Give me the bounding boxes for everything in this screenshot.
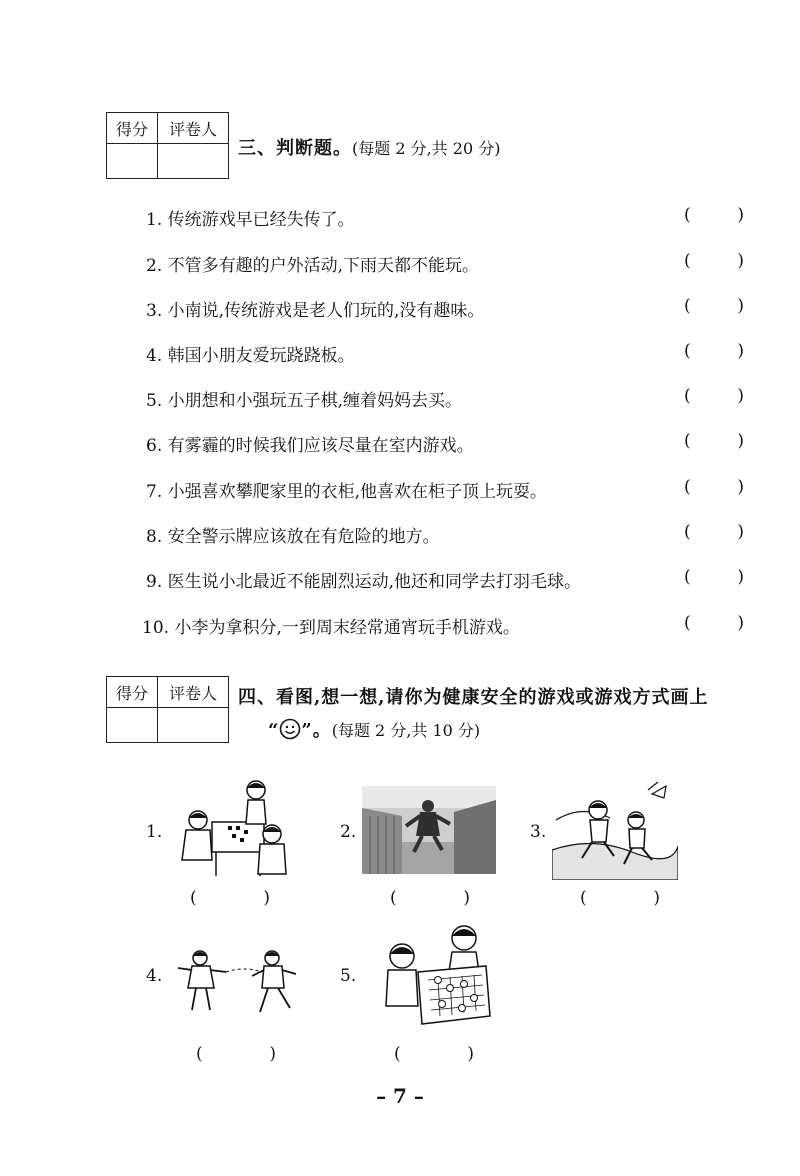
question-text: 6. 有雾霾的时候我们应该尽量在室内游戏。 <box>146 436 474 456</box>
score-cell[interactable] <box>107 144 158 179</box>
paren-close: ) <box>737 386 744 406</box>
grader-cell[interactable] <box>158 144 229 179</box>
paren-open: ( <box>684 386 691 406</box>
grader-label: 评卷人 <box>158 677 229 708</box>
children-playing-chess-icon <box>176 776 294 886</box>
section3-note: (每题 2 分,共 20 分) <box>352 139 501 158</box>
paren-open: ( <box>684 205 691 225</box>
answer-paren-2[interactable]: ( ) <box>390 888 470 908</box>
question-text: 5. 小朋想和小强玩五子棋,缠着妈妈去买。 <box>146 391 463 411</box>
picture-number: 4. <box>146 966 163 986</box>
picture-number: 1. <box>146 822 163 842</box>
picture-number: 5. <box>340 966 357 986</box>
children-running-outdoors-icon <box>552 780 678 884</box>
paren-open: ( <box>684 341 691 361</box>
question-text: 4. 韩国小朋友爱玩跷跷板。 <box>146 346 355 366</box>
score-box-section3 <box>106 112 229 179</box>
paren-open: ( <box>684 477 691 497</box>
smiley-face-icon <box>279 718 301 740</box>
paren-open: ( <box>684 296 691 316</box>
section3-title: 三、判断题。 <box>238 138 352 159</box>
answer-paren-5[interactable]: ( ) <box>394 1044 474 1064</box>
grader-label: 评卷人 <box>158 113 229 144</box>
section3-heading <box>238 134 500 160</box>
question-text: 9. 医生说小北最近不能剧烈运动,他还和同学去打羽毛球。 <box>146 572 582 592</box>
section4-title: 四、看图,想一想,请你为健康安全的游戏或游戏方式画上 <box>238 687 709 708</box>
paren-close: ) <box>737 613 744 633</box>
section4-subheading <box>268 716 480 742</box>
answer-paren[interactable] <box>684 205 744 225</box>
question-text: 1. 传统游戏早已经失传了。 <box>146 210 355 230</box>
paren-close: ) <box>737 341 744 361</box>
answer-paren[interactable] <box>684 386 744 406</box>
answer-paren-1[interactable]: ( ) <box>190 888 270 908</box>
paren-open: ( <box>684 431 691 451</box>
answer-paren[interactable] <box>684 251 744 271</box>
answer-paren[interactable] <box>684 613 744 633</box>
children-throwing-icon <box>172 944 312 1024</box>
score-cell[interactable] <box>107 708 158 743</box>
picture-number: 2. <box>340 822 357 842</box>
boys-playing-chinese-chess-icon <box>378 920 494 1034</box>
paren-close: ) <box>737 251 744 271</box>
paren-open: ( <box>684 522 691 542</box>
question-text: 8. 安全警示牌应该放在有危险的地方。 <box>146 527 440 547</box>
answer-paren[interactable] <box>684 567 744 587</box>
answer-paren[interactable] <box>684 341 744 361</box>
question-text: 10. 小李为拿积分,一到周末经常通宵玩手机游戏。 <box>142 618 520 638</box>
paren-close: ) <box>737 567 744 587</box>
question-text: 7. 小强喜欢攀爬家里的衣柜,他喜欢在柜子顶上玩耍。 <box>146 482 548 502</box>
paren-close: ) <box>737 477 744 497</box>
climbing-wall-photo-icon <box>362 786 496 878</box>
picture-number: 3. <box>530 822 547 842</box>
question-text: 3. 小南说,传统游戏是老人们玩的,没有趣味。 <box>146 301 485 321</box>
page-number: – 7 – <box>376 1084 424 1108</box>
score-label: 得分 <box>107 677 158 708</box>
question-text: 2. 不管多有趣的户外活动,下雨天都不能玩。 <box>146 256 480 276</box>
answer-paren-3[interactable]: ( ) <box>580 888 660 908</box>
answer-paren-4[interactable]: ( ) <box>196 1044 276 1064</box>
answer-paren[interactable] <box>684 296 744 316</box>
quote-close: ”。 <box>301 720 332 741</box>
answer-paren[interactable] <box>684 431 744 451</box>
quote-open: “ <box>268 720 280 741</box>
grader-cell[interactable] <box>158 708 229 743</box>
section4-note: (每题 2 分,共 10 分) <box>331 721 481 740</box>
paren-close: ) <box>737 205 744 225</box>
paren-open: ( <box>684 613 691 633</box>
paren-close: ) <box>737 431 744 451</box>
score-label: 得分 <box>107 113 158 144</box>
answer-paren[interactable] <box>684 477 744 497</box>
paren-close: ) <box>737 296 744 316</box>
paren-close: ) <box>737 522 744 542</box>
answer-paren[interactable] <box>684 522 744 542</box>
paren-open: ( <box>684 251 691 271</box>
score-box-section4 <box>106 676 229 743</box>
paren-open: ( <box>684 567 691 587</box>
